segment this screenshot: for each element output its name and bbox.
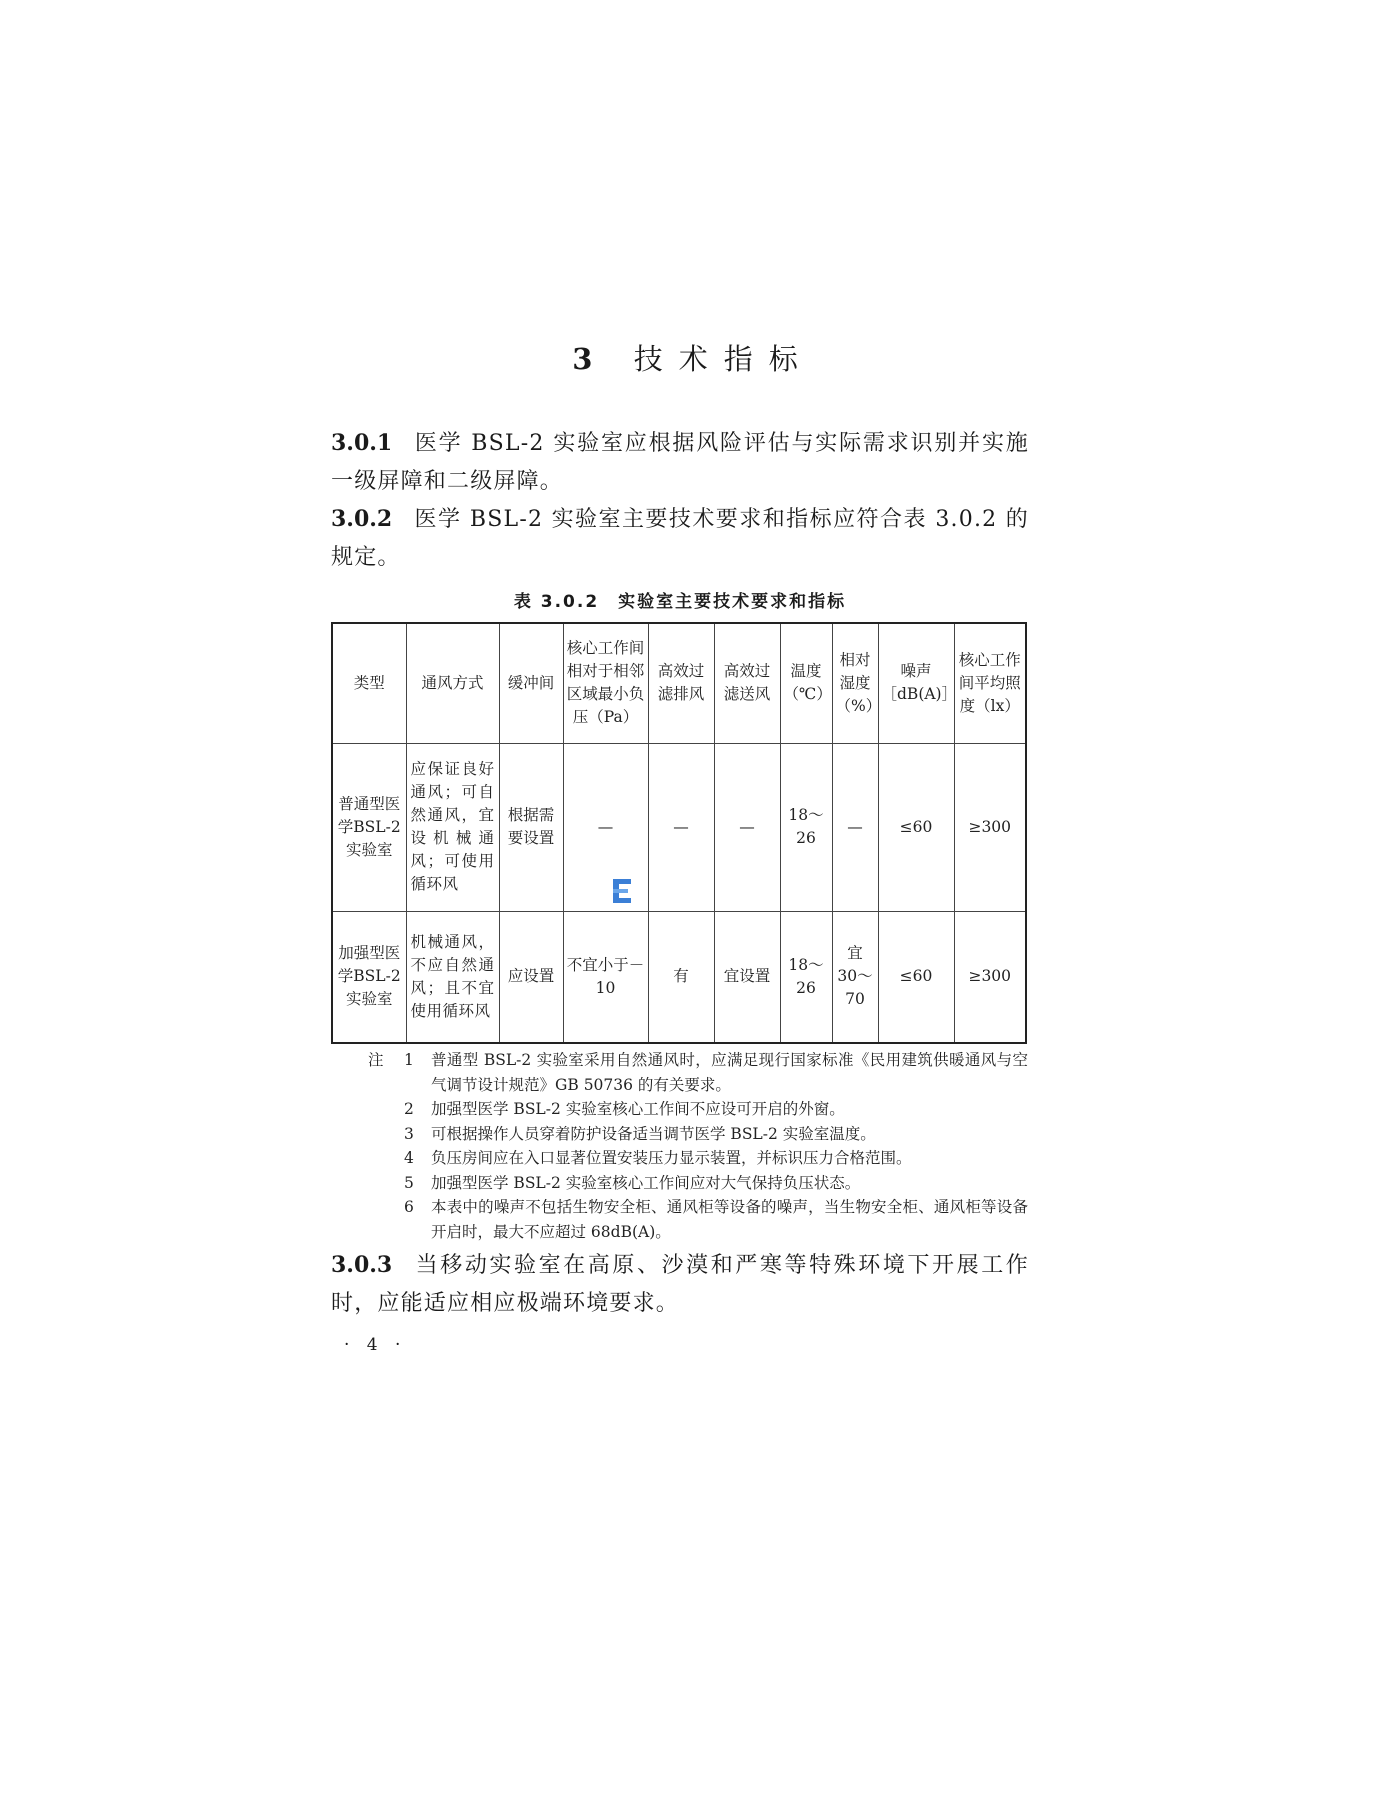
note-number: 6 [404,1198,414,1216]
clause-text: 医学 BSL-2 实验室主要技术要求和指标应符合表 3.0.2 的规定。 [331,507,1029,570]
page-number: · 4 · [344,1335,407,1355]
note-text: 本表中的噪声不包括生物安全柜、通风柜等设备的噪声，当生物安全柜、通风柜等设备开启时，最大不应超过 68dB(A)。 [431,1198,1028,1241]
cell-hepa-supply: — [714,743,780,911]
note-text: 加强型医学 BSL-2 实验室核心工作间应对大气保持负压状态。 [431,1173,861,1192]
spec-table [331,622,1027,1044]
note-text: 加强型医学 BSL-2 实验室核心工作间不应设可开启的外窗。 [431,1100,845,1118]
cell-illuminance: ≥300 [954,911,1026,1043]
note-text: 普通型 BSL-2 实验室采用自然通风时，应满足现行国家标准《民用建筑供暖通风与空气调节设计规范》GB 50736 的有关要求。 [431,1051,1028,1094]
cell-buffer: 根据需要设置 [499,743,563,911]
chapter-number: 3 [572,342,609,377]
header-noise: 噪声［dB(A)］ [878,623,954,743]
header-buffer: 缓冲间 [499,623,563,743]
note-number: 2 [404,1100,414,1118]
header-pressure: 核心工作间相对于相邻区域最小负压（Pa） [563,623,648,743]
note-text: 负压房间应在入口显著位置安装压力显示装置，并标识压力合格范围。 [431,1149,912,1167]
note-number: 3 [404,1124,414,1143]
cell-type: 普通型医学BSL-2实验室 [332,743,406,911]
table-caption: 表 3.0.2 实验室主要技术要求和指标 [513,592,847,612]
note-item [368,1171,1028,1196]
header-hepa-supply: 高效过滤送风 [714,623,780,743]
note-number: 5 [404,1173,414,1192]
header-type: 类型 [332,623,406,743]
table-row [332,911,1026,1043]
clause-number: 3.0.2 [331,506,393,532]
cell-ventilation: 应保证良好通风；可自然通风，宜设机械通风；可使用循环风 [406,743,499,911]
header-ventilation: 通风方式 [406,623,499,743]
note-item [368,1122,1028,1147]
watermark-icon [611,876,641,906]
clause-3-0-1 [331,424,1029,501]
note-number: 1 [404,1051,414,1069]
cell-temperature: 18～26 [780,911,832,1043]
clause-3-0-2 [331,500,1029,577]
cell-pressure: — [563,743,648,911]
cell-hepa-exhaust: — [648,743,714,911]
header-temperature: 温度（℃） [780,623,832,743]
clause-3-0-3 [331,1246,1029,1323]
table-row [332,743,1026,911]
chapter-title-text: 技术指标 [633,342,814,377]
note-number: 4 [404,1149,414,1167]
cell-humidity: — [832,743,878,911]
cell-hepa-exhaust: 有 [648,911,714,1043]
cell-ventilation: 机械通风，不应自然通风；且不宜使用循环风 [406,911,499,1043]
chapter-title [0,337,1386,378]
cell-buffer: 应设置 [499,911,563,1043]
cell-noise: ≤60 [878,911,954,1043]
note-item [368,1146,1028,1171]
clause-text: 当移动实验室在高原、沙漠和严寒等特殊环境下开展工作时，应能适应相应极端环境要求。 [331,1253,1029,1316]
clause-number: 3.0.3 [331,1252,393,1278]
table-notes [368,1048,1028,1244]
cell-type: 加强型医学BSL-2实验室 [332,911,406,1043]
notes-lead: 注 [368,1051,384,1069]
clause-number: 3.0.1 [331,430,393,456]
clause-text: 医学 BSL-2 实验室应根据风险评估与实际需求识别并实施一级屏障和二级屏障。 [331,431,1029,494]
table-header-row [332,623,1026,743]
note-text: 可根据操作人员穿着防护设备适当调节医学 BSL-2 实验室温度。 [431,1124,876,1143]
cell-humidity: 宜 30～70 [832,911,878,1043]
cell-pressure: 不宜小于－10 [563,911,648,1043]
note-item [368,1048,1028,1097]
cell-illuminance: ≥300 [954,743,1026,911]
note-item [368,1097,1028,1122]
cell-temperature: 18～26 [780,743,832,911]
header-hepa-exhaust: 高效过滤排风 [648,623,714,743]
cell-hepa-supply: 宜设置 [714,911,780,1043]
cell-noise: ≤60 [878,743,954,911]
header-humidity: 相对湿度（%） [832,623,878,743]
header-illuminance: 核心工作间平均照度（lx） [954,623,1026,743]
note-item [368,1195,1028,1244]
